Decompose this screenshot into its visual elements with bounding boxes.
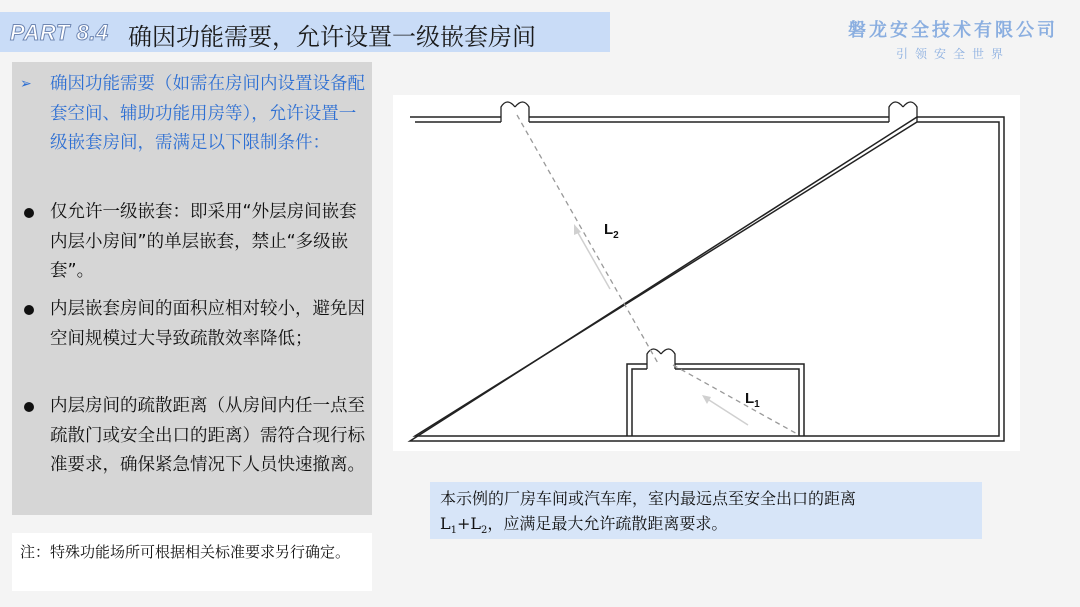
path-l1-dashed [673,365,799,435]
company-slogan: 引领安全世界 [895,47,1010,61]
label-l2: $L_2$ [604,221,619,241]
door-icon [501,102,529,122]
arrow-bullet-icon: ➢ [20,76,32,92]
arrow-l1-icon [702,395,748,425]
label-l1: $L_1$ [745,390,760,410]
bullet-text-1: 仅允许一级嵌套：即采用“外层房间嵌套内层小房间”的单层嵌套，禁止“多级嵌套”。 [50,202,357,281]
intro-item [20,70,365,159]
note-text: 注：特殊功能场所可根据相关标准要求另行确定。 [20,543,351,561]
note-box [12,533,372,591]
outer-room-wall-inner [415,122,999,436]
bullet-text-3: 内层房间的疏散距离（从房间内任一点至疏散门或安全出口的距离）需符合现行标准要求，确保紧急情况下人员快速撤离。 [50,396,365,475]
bullet-dot-icon [24,208,34,218]
caption-line1: 本示例的厂房车间或汽车库，室内最远点至安全出口的距离 [440,489,857,508]
caption-line2: ，应满足最大允许疏散距离要求。 [487,514,728,533]
floor-plan-svg [393,95,1020,451]
floor-plan-diagram [393,95,1020,451]
diagram-caption [430,482,982,539]
intro-text: 确因功能需要（如需在房间内设置设备配套空间、辅助功能用房等），允许设置一级嵌套房间，需满足以下限制条件： [50,74,365,153]
inner-room-wall-inner [632,369,799,436]
bullet-item-1 [20,198,365,287]
company-name: 磐龙安全技术有限公司 [848,20,1058,41]
part-label: PART 8.4 [10,20,109,45]
caption-formula: $L_1+L_2$ [440,514,488,537]
bullet-dot-icon [24,402,34,412]
bullet-dot-icon [24,305,34,315]
outer-room-wall [410,117,1004,441]
bullet-text-2: 内层嵌套房间的面积应相对较小，避免因空间规模过大导致疏散效率降低； [50,299,365,349]
bullet-item-2 [20,295,365,354]
bullet-item-3 [20,392,365,481]
inner-room-wall [627,364,804,436]
content-panel [12,62,372,515]
company-logo [848,16,1058,62]
slide-title: 确因功能需要，允许设置一级嵌套房间 [128,23,536,51]
